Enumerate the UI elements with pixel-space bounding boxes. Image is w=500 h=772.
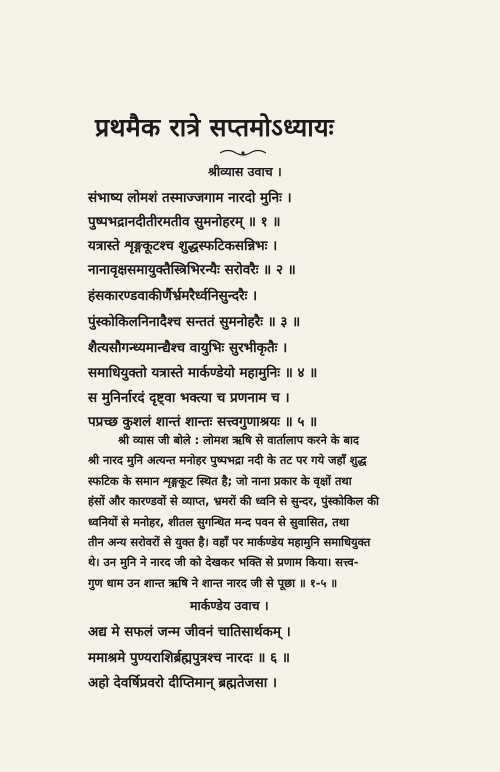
verse-line: अद्य मे सफलं जन्म जीवनं चातिसार्थकम् । [88,624,291,640]
speaker-markandeya: मार्कण्डेय उवाच । [190,598,269,613]
verse-line: शैत्यसौगन्ध्यमान्द्यैश्च वायुभिः सुरभीकृतैः । [88,340,288,356]
speaker-vyasa: श्रीव्यास उवाच । [208,164,282,179]
verse-line: ममाश्रमे पुण्यराशिर्ब्रह्मपुत्रश्च नारदः ॥ ६ ॥ [88,650,290,666]
verse-line: हंसकारण्डवाकीर्णैर्भ्रमरैर्ध्वनिसुन्दरैः । [88,288,258,304]
verse-line: यत्रास्ते शृङ्गकूटश्च शुद्धस्फटिकसन्निभः । [88,238,278,254]
verse-line: पप्रच्छ कुशलं शान्तं शान्तः सत्त्वगुणाश्रयः ॥ ५ ॥ [88,414,318,430]
prose-line: थे। उन मुनि ने नारद जी को देखकर भक्ति से प्रणाम किया। सत्त्व- [88,555,359,570]
verse-line: संभाष्य लोमशं तस्माज्जगाम नारदो मुनिः । [88,190,292,206]
prose-line: श्री व्यास जी बोले : लोमश ऋषि से वार्तालाप करने के बाद [118,433,359,447]
prose-line: ध्वनियों से मनोहर, शीतल सुगन्धित मन्द पवन से सुवासित, तथा [88,514,349,529]
prose-line: तीन अन्य सरोवरों से युक्त है। वहाँ पर मार्कण्डेय महामुनि समाधियुक्त [88,535,371,550]
prose-line: स्फटिक के समान शृङ्गकूट स्थित है; जो नाना प्रकार के वृक्षों तथा [88,473,352,488]
verse-line: समाधियुक्तो यत्रास्ते मार्कण्डेयो महामुनिः ॥ ४ ॥ [88,365,318,381]
prose-line: गुण धाम उन शान्त ऋषि ने शान्त नारद जी से पूछा ॥ १-५ ॥ [88,575,338,590]
verse-line: स मुनिर्नारदं दृष्ट्वा भक्त्या च प्रणनाम च । [88,390,290,406]
verse-line: पुष्पभद्रानदीतीरमतीव सुमनोहरम् ॥ १ ॥ [88,214,281,230]
prose-line: श्री नारद मुनि अत्यन्त मनोहर पुष्पभद्रा नदी के तट पर गये जहाँ शुद्ध [88,453,367,468]
prose-line: हंसों और कारण्डवों से व्याप्त, भ्रमरों की ध्वनि से सुन्दर, पुंस्कोकिल की [88,494,379,509]
chapter-title: प्रथमैक रात्रे सप्तमोऽध्यायः [95,113,334,142]
verse-line: नानावृक्षसमायुक्तैस्त्रिभिरन्यैः सरोवरैः ॥ २ ॥ [88,262,296,278]
verse-line: पुंस्कोकिलनिनादैश्च सन्ततं सुमनोहरैः ॥ ३ ॥ [88,314,301,330]
verse-line: अहो देवर्षिप्रवरो दीप्तिमान् ब्रह्मतेजसा । [88,675,278,691]
prose-translation [88,430,426,593]
ornament-divider [218,148,268,158]
